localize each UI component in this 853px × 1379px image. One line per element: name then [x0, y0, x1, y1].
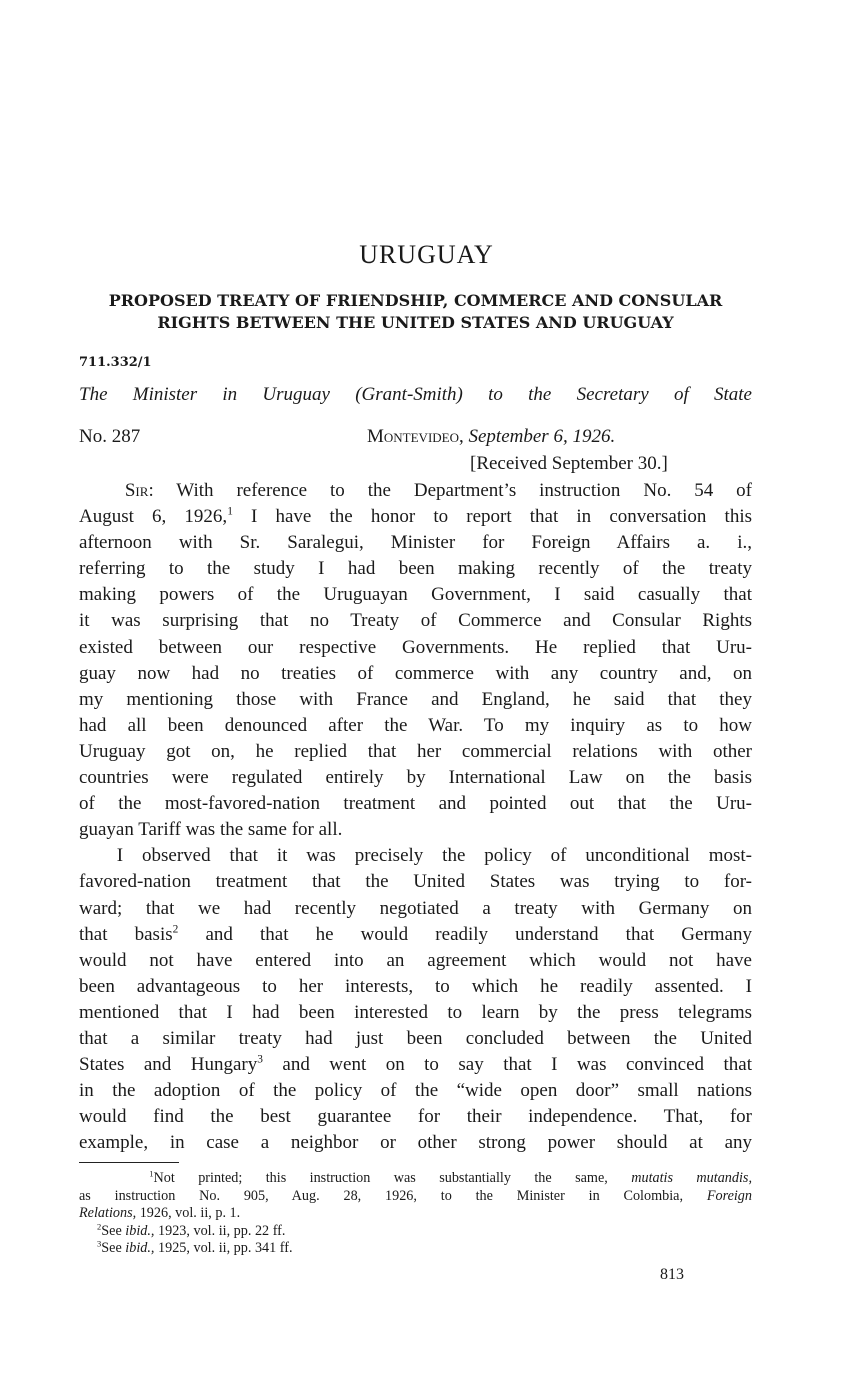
- footnote-1: $^1$Not printed; this instruction was substantially the same, mutatis mutandis,: [149, 1168, 753, 1186]
- body-line: that a similar treaty had just been concluded between the United: [79, 1027, 752, 1049]
- country-title: URUGUAY: [359, 240, 494, 269]
- document-number: No. 287: [79, 426, 141, 447]
- footnote-1-cont: as instruction No. 905, Aug. 28, 1926, to the Minister in Colombia, Foreign: [79, 1187, 752, 1204]
- footnotes: [79, 1170, 752, 1258]
- salutation: Sir: [124, 480, 149, 501]
- body-line: afternoon with Sr. Saralegui, Minister for Foreign Affairs a. i.,: [79, 532, 752, 554]
- body-line: countries were regulated entirely by International Law on the basis: [79, 767, 752, 789]
- body-line: it was surprising that no Treaty of Commerce and Consular Rights: [79, 610, 752, 632]
- body-line: guayan Tariff was the same for all.: [79, 819, 343, 841]
- section-heading: [78, 290, 753, 334]
- body-line: existed between our respective Governments. He replied that Uru-: [79, 636, 752, 658]
- body-line: example, in case a neighbor or other strong power should at any: [79, 1132, 752, 1154]
- footnote-mark: 1: [227, 505, 233, 518]
- document-title: The Minister in Uruguay (Grant-Smith) to the Secretary of State: [79, 384, 752, 405]
- heading-line-1: PROPOSED TREATY OF FRIENDSHIP, COMMERCE AND CONSULAR: [108, 291, 723, 310]
- body-line: States and Hungary$^3$ and went on to say that I was convinced that: [79, 1053, 752, 1076]
- body-line: Sir: With reference to the Department’s instruction No. 54 of: [124, 480, 753, 501]
- body-line: had all been denounced after the War. To my inquiry as to how: [79, 714, 752, 736]
- body-line: of the most-favored-nation treatment and pointed out that the Uru-: [79, 793, 752, 815]
- body-line: referring to the study I had been making recently of the treaty: [79, 558, 752, 580]
- footnote-divider: [79, 1162, 179, 1163]
- footnote-mark: 2: [172, 923, 179, 936]
- body-line: August 6, 1926,$^1$ I have the honor to report that in conversation this: [79, 505, 752, 528]
- body-line: ward; that we had recently negotiated a treaty with Germany on: [79, 897, 752, 919]
- letter-body: [79, 478, 752, 1156]
- footnote-1-cont: Relations, 1926, vol. ii, p. 1.: [79, 1205, 241, 1221]
- received-note: [Received September 30.]: [470, 453, 668, 474]
- dateline-date: September 6, 1926.: [468, 426, 616, 447]
- file-code: 711.332/1: [79, 355, 152, 370]
- dateline: [367, 426, 615, 448]
- body-line: Uruguay got on, he replied that her commercial relations with other: [79, 740, 752, 762]
- body-line: my mentioning those with France and England, he said that they: [79, 688, 752, 710]
- footnote-3: $^3$See ibid., 1925, vol. ii, pp. 341 ff.: [97, 1238, 293, 1256]
- body-line: I observed that it was precisely the policy of unconditional most-: [116, 845, 753, 867]
- body-line: would find the best guarantee for their independence. That, for: [79, 1106, 752, 1128]
- body-line: in the adoption of the policy of the “wide open door” small nations: [79, 1080, 752, 1102]
- page-number: 813: [660, 1266, 684, 1283]
- footnote-2: $^2$See ibid., 1923, vol. ii, pp. 22 ff.: [97, 1220, 286, 1239]
- body-line: been advantageous to her interests, to which he readily assented. I: [79, 975, 752, 997]
- body-line: that basis$^2$ and that he would readily understand that Germany: [79, 923, 752, 945]
- body-line: making powers of the Uruguayan Government, I said casually that: [79, 584, 752, 606]
- body-line: mentioned that I had been interested to learn by the press telegrams: [79, 1001, 752, 1023]
- body-line: favored-nation treatment that the United States was trying to for-: [79, 871, 752, 893]
- dateline-place: Montevideo,: [367, 426, 464, 447]
- heading-line-2: RIGHTS BETWEEN THE UNITED STATES AND URUGUAY: [157, 313, 674, 332]
- footnote-mark: 3: [257, 1053, 263, 1066]
- body-line: guay now had no treaties of commerce with any country and, on: [79, 662, 752, 684]
- body-line: would not have entered into an agreement which would not have: [79, 949, 752, 971]
